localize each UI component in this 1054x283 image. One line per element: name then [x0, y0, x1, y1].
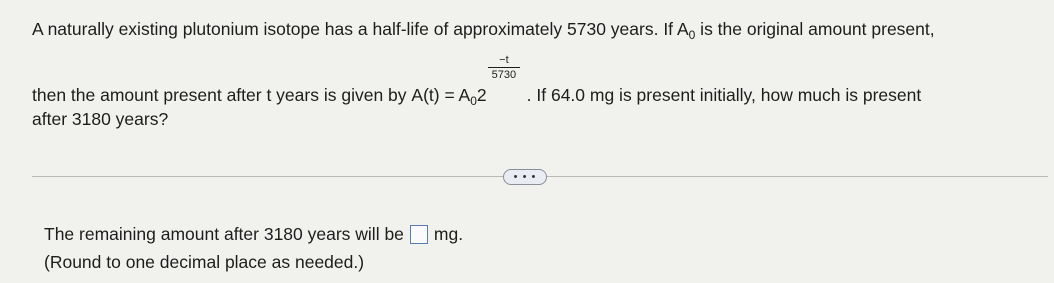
rounding-hint: (Round to one decimal place as needed.)	[44, 252, 365, 272]
question-line-1: A naturally existing plutonium isotope has a half-life of approximately 5730 years. If $A_0$ is the original amount present,	[32, 19, 935, 42]
formula-base: 2	[476, 85, 487, 105]
exponent-denominator: 5730	[491, 69, 517, 81]
fraction-bar	[488, 67, 520, 68]
subscript-zero: 0	[688, 28, 696, 42]
exponent-numerator: −t	[499, 54, 509, 66]
question-line-2: then the amount present after t years is given by $A(t) = A_02$ −t 5730 . If 64.0 mg is present initially, how much is present	[32, 54, 922, 108]
question-line-3: after 3180 years?	[32, 109, 169, 129]
expand-more-button[interactable]: • • •	[503, 169, 547, 185]
answer-input[interactable]	[410, 225, 428, 244]
formula-exponent	[488, 54, 520, 81]
formula: $A(t) = A_02$ −t 5730	[411, 86, 486, 110]
answer-line: The remaining amount after 3180 years will be mg.	[44, 224, 464, 244]
